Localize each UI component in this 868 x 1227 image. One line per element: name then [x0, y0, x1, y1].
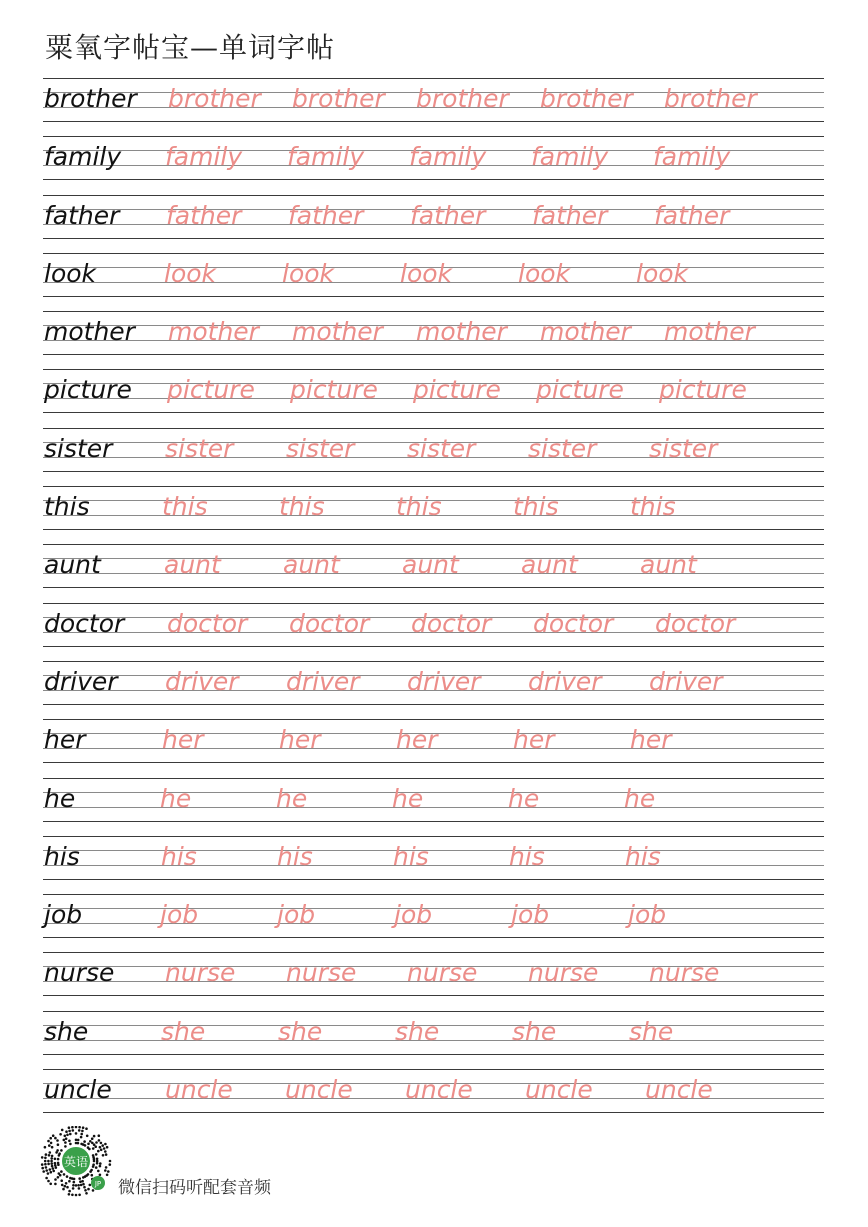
guide-line [43, 719, 824, 720]
practice-row [43, 952, 824, 1010]
guide-line [43, 646, 824, 647]
guide-line [43, 995, 824, 996]
guide-line [43, 1054, 824, 1055]
trace-word: she [395, 1016, 440, 1046]
trace-word: nurse [286, 958, 357, 988]
trace-word: picture [167, 375, 255, 405]
trace-word: he [276, 783, 308, 813]
trace-word: job [160, 900, 199, 930]
trace-word: father [654, 200, 730, 230]
trace-word: aunt [640, 550, 697, 580]
guide-line [43, 311, 824, 312]
guide-line [43, 471, 824, 472]
trace-word: his [625, 841, 661, 871]
trace-word: driver [649, 666, 723, 696]
practice-row [43, 195, 824, 253]
trace-word: his [161, 841, 197, 871]
trace-word: mother [540, 317, 631, 347]
guide-line [43, 894, 824, 895]
trace-word: this [279, 492, 325, 522]
trace-word: he [508, 783, 540, 813]
trace-word: family [653, 142, 731, 172]
guide-line [43, 821, 824, 822]
practice-row [43, 894, 824, 952]
trace-word: family [531, 142, 609, 172]
guide-line [43, 778, 824, 779]
row-words [43, 1016, 824, 1048]
trace-word: mother [292, 317, 383, 347]
guide-line [43, 879, 824, 880]
model-word: her [44, 725, 86, 755]
guide-line [43, 952, 824, 953]
trace-word: sister [286, 433, 355, 463]
guide-line [43, 354, 824, 355]
trace-word: brother [292, 84, 385, 113]
trace-word: she [161, 1016, 206, 1046]
trace-word: doctor [655, 608, 736, 638]
trace-word: nurse [649, 958, 720, 988]
trace-word: picture [536, 375, 624, 405]
trace-word: driver [528, 666, 602, 696]
trace-word: brother [416, 84, 509, 113]
trace-word: he [160, 783, 192, 813]
trace-word: uncle [645, 1075, 713, 1105]
trace-word: aunt [521, 550, 578, 580]
row-words [43, 83, 824, 115]
practice-row [43, 311, 824, 369]
trace-word: her [513, 725, 555, 755]
trace-word: look [400, 258, 453, 288]
trace-word: this [162, 492, 208, 522]
trace-word: doctor [533, 608, 614, 638]
model-word: she [44, 1016, 89, 1046]
trace-word: job [511, 900, 550, 930]
guide-line [43, 544, 824, 545]
practice-row [43, 661, 824, 719]
trace-word: family [287, 142, 365, 172]
trace-word: he [392, 783, 424, 813]
trace-word: driver [407, 666, 481, 696]
page-title: 粟氧字帖宝—单词字帖 [45, 31, 336, 64]
row-words [43, 1074, 824, 1106]
guide-line [43, 704, 824, 705]
trace-word: uncle [285, 1075, 353, 1105]
guide-line [43, 937, 824, 938]
trace-word: doctor [411, 608, 492, 638]
trace-word: aunt [164, 550, 221, 580]
trace-word: doctor [289, 608, 370, 638]
trace-word: sister [528, 433, 597, 463]
row-words [43, 608, 824, 640]
practice-row [43, 253, 824, 311]
model-word: aunt [44, 550, 101, 580]
practice-row [43, 544, 824, 602]
model-word: this [44, 492, 90, 522]
trace-word: he [624, 783, 656, 813]
row-words [43, 549, 824, 581]
guide-line [43, 1011, 824, 1012]
trace-word: nurse [407, 958, 478, 988]
trace-word: nurse [528, 958, 599, 988]
practice-row [43, 1011, 824, 1069]
model-word: brother [44, 84, 137, 113]
trace-word: her [279, 725, 321, 755]
trace-word: aunt [402, 550, 459, 580]
model-word: nurse [44, 958, 115, 988]
trace-word: her [162, 725, 204, 755]
trace-word: his [393, 841, 429, 871]
guide-line [43, 412, 824, 413]
trace-word: her [396, 725, 438, 755]
trace-word: nurse [165, 958, 236, 988]
row-words [43, 783, 824, 815]
model-word: his [44, 841, 80, 871]
trace-word: his [509, 841, 545, 871]
guide-line [43, 121, 824, 122]
trace-word: look [164, 258, 217, 288]
trace-word: this [630, 492, 676, 522]
row-words [43, 491, 824, 523]
practice-row [43, 836, 824, 894]
model-word: sister [44, 433, 113, 463]
trace-word: aunt [283, 550, 340, 580]
row-words [43, 899, 824, 931]
model-word: family [44, 142, 122, 172]
row-words [43, 258, 824, 290]
scan-caption: 微信扫码听配套音频 [118, 1178, 271, 1198]
guide-line [43, 296, 824, 297]
trace-word: job [394, 900, 433, 930]
trace-word: mother [168, 317, 259, 347]
trace-word: this [396, 492, 442, 522]
trace-word: sister [165, 433, 234, 463]
trace-word: mother [664, 317, 755, 347]
row-words [43, 433, 824, 465]
trace-word: sister [407, 433, 476, 463]
model-word: uncle [44, 1075, 112, 1105]
guide-line [43, 238, 824, 239]
trace-word: look [282, 258, 335, 288]
guide-line [43, 836, 824, 837]
trace-word: doctor [167, 608, 248, 638]
practice-row [43, 78, 824, 136]
trace-word: father [288, 200, 364, 230]
guide-line [43, 195, 824, 196]
guide-line [43, 587, 824, 588]
model-word: look [44, 258, 97, 288]
trace-word: look [636, 258, 689, 288]
qr-code-icon[interactable] [40, 1126, 112, 1198]
trace-word: uncle [405, 1075, 473, 1105]
trace-word: picture [413, 375, 501, 405]
practice-row [43, 719, 824, 777]
row-words [43, 200, 824, 232]
trace-word: his [277, 841, 313, 871]
row-words [43, 666, 824, 698]
row-words [43, 141, 824, 173]
trace-word: she [629, 1016, 674, 1046]
trace-word: uncle [165, 1075, 233, 1105]
model-word: picture [44, 375, 132, 405]
trace-word: job [277, 900, 316, 930]
trace-word: family [409, 142, 487, 172]
guide-line [43, 661, 824, 662]
qr-corner-text: JP [94, 1180, 102, 1188]
row-words [43, 724, 824, 756]
model-word: driver [44, 666, 118, 696]
row-words [43, 841, 824, 873]
trace-word: she [278, 1016, 323, 1046]
trace-word: father [532, 200, 608, 230]
model-word: doctor [44, 608, 125, 638]
trace-word: father [166, 200, 242, 230]
practice-row [43, 486, 824, 544]
trace-word: her [630, 725, 672, 755]
guide-line [43, 486, 824, 487]
footer [40, 1126, 440, 1206]
trace-word: this [513, 492, 559, 522]
row-words [43, 957, 824, 989]
model-word: mother [44, 317, 135, 347]
trace-word: driver [165, 666, 239, 696]
practice-row [43, 1069, 824, 1113]
trace-word: brother [168, 84, 261, 113]
practice-row [43, 603, 824, 661]
guide-line [43, 179, 824, 180]
row-words [43, 316, 824, 348]
practice-row [43, 428, 824, 486]
guide-line [43, 369, 824, 370]
practice-row [43, 778, 824, 836]
trace-word: look [518, 258, 571, 288]
trace-word: family [165, 142, 243, 172]
trace-word: job [628, 900, 667, 930]
trace-word: brother [540, 84, 633, 113]
guide-line [43, 78, 824, 79]
trace-word: driver [286, 666, 360, 696]
trace-word: sister [649, 433, 718, 463]
practice-row [43, 369, 824, 427]
trace-word: picture [659, 375, 747, 405]
model-word: he [44, 783, 76, 813]
trace-word: brother [664, 84, 757, 113]
guide-line [43, 136, 824, 137]
trace-word: picture [290, 375, 378, 405]
trace-word: uncle [525, 1075, 593, 1105]
trace-word: mother [416, 317, 507, 347]
trace-word: father [410, 200, 486, 230]
row-words [43, 374, 824, 406]
guide-line [43, 1069, 824, 1070]
qr-badge-text: 英语 [63, 1155, 89, 1169]
practice-sheet [43, 78, 824, 1113]
guide-line [43, 529, 824, 530]
model-word: job [44, 900, 83, 930]
guide-line [43, 253, 824, 254]
trace-word: she [512, 1016, 557, 1046]
model-word: father [44, 200, 120, 230]
guide-line [43, 1112, 824, 1113]
practice-row [43, 136, 824, 194]
guide-line [43, 603, 824, 604]
guide-line [43, 428, 824, 429]
guide-line [43, 762, 824, 763]
